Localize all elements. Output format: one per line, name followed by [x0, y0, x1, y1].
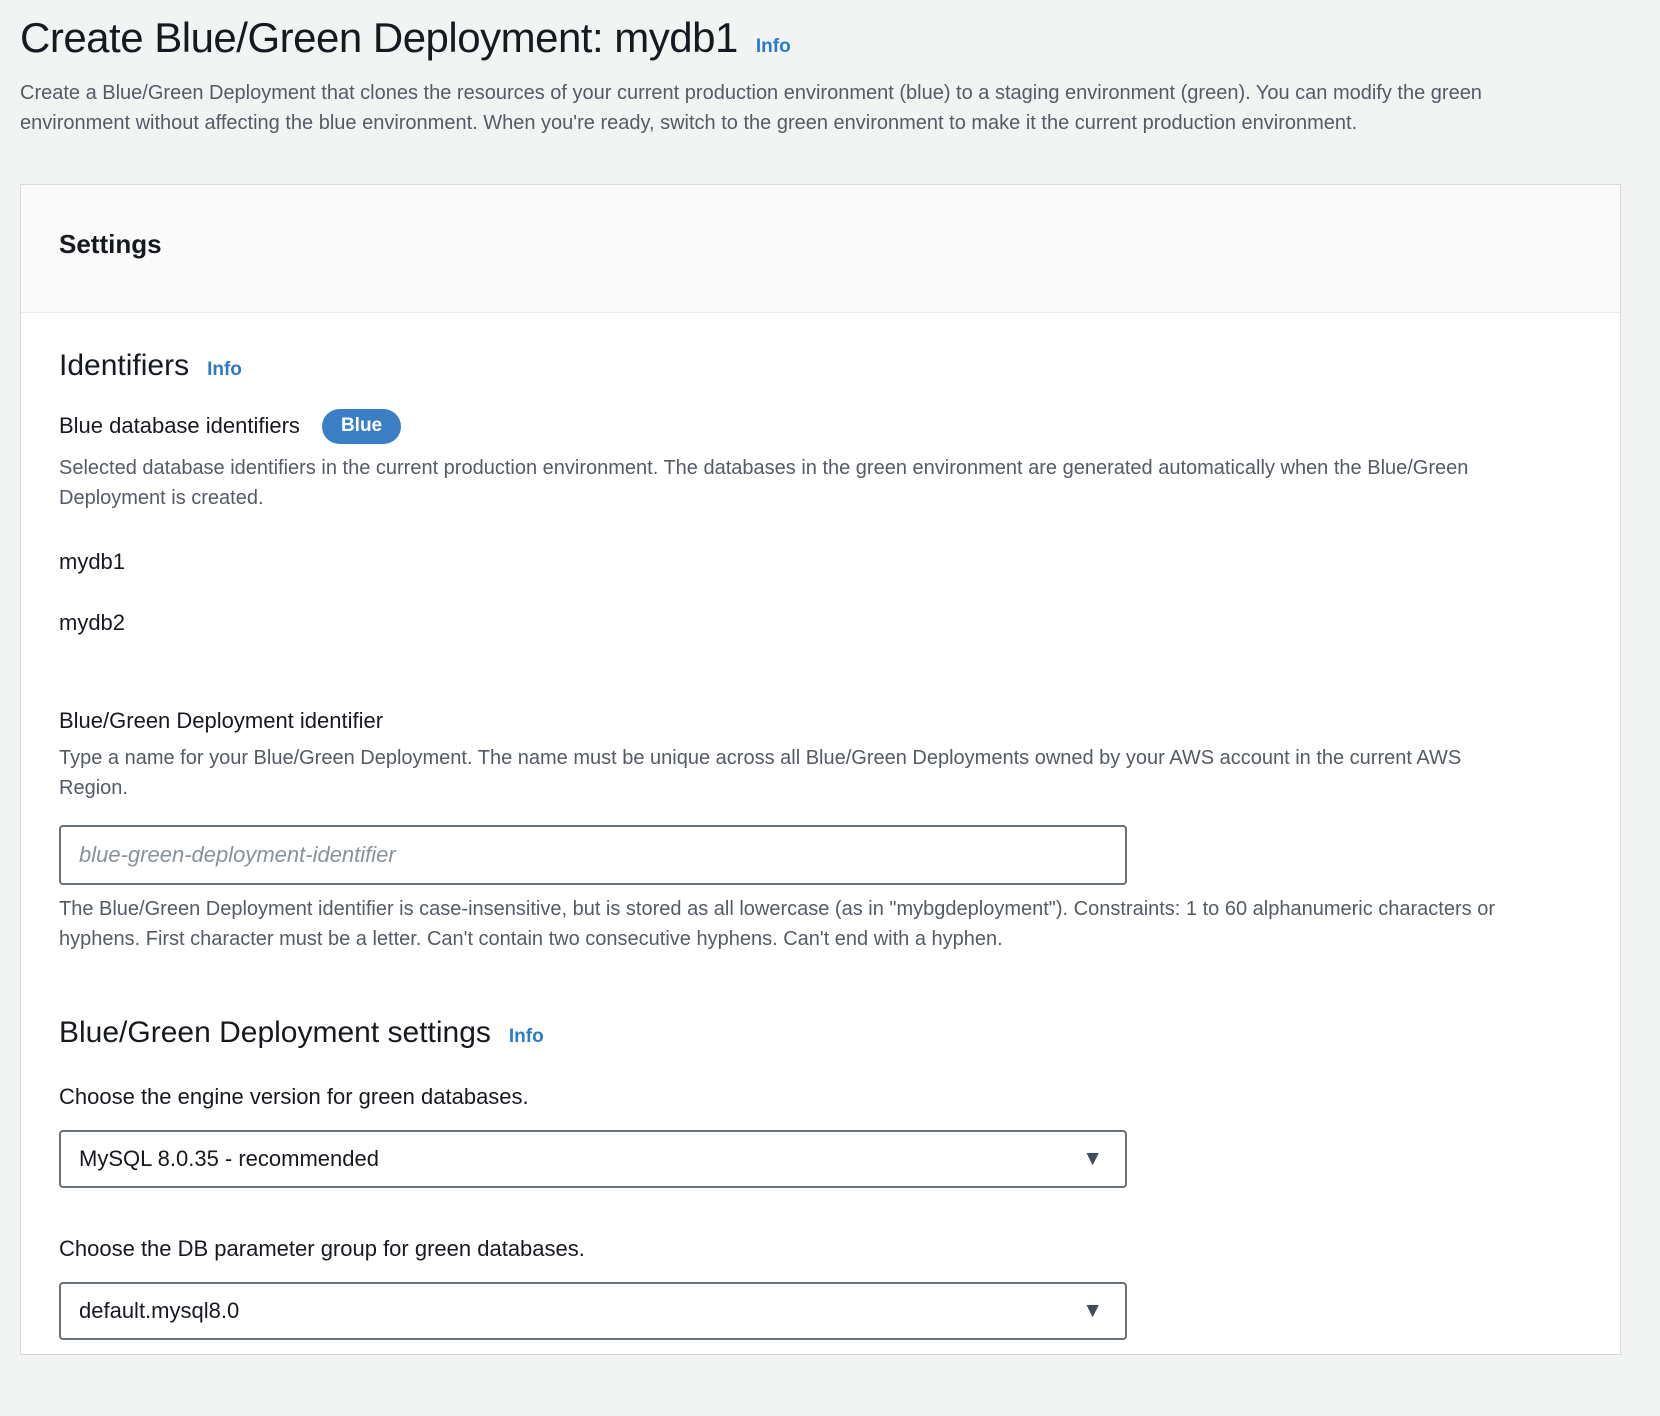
blue-badge: Blue: [322, 409, 401, 444]
bg-deployment-identifier-block: [59, 708, 1580, 954]
blue-db-identifiers-description: Selected database identifiers in the current production environment. The databases in the green environment are generated automatically when the Blue/Green Deployment is created.: [59, 456, 1469, 509]
identifiers-info-link[interactable]: Info: [207, 359, 242, 380]
bg-deployment-identifier-input[interactable]: [59, 825, 1127, 885]
db-identifier-mydb1: mydb1: [59, 548, 126, 574]
page-description: Create a Blue/Green Deployment that clones the resources of your current production environment (blue) to a staging environment (green). You can modify the green environment without affecting the blue environment. When you're ready, switch to the green environment to make it the current production environment.: [20, 82, 1482, 134]
page-title: Create Blue/Green Deployment: mydb1: [20, 14, 738, 61]
identifiers-heading-row: [59, 349, 1580, 383]
bg-deployment-settings-heading: Blue/Green Deployment settings: [59, 1015, 491, 1049]
chevron-down-icon: ▼: [1082, 1299, 1103, 1323]
identifiers-heading: Identifiers: [59, 349, 190, 382]
page-header: [0, 0, 1660, 138]
engine-version-select[interactable]: [59, 1130, 1127, 1188]
bg-deployment-settings-heading-row: [59, 1016, 1580, 1050]
bg-deployment-identifier-label: Blue/Green Deployment identifier: [59, 707, 384, 733]
page-title-row: [20, 14, 1620, 62]
param-group-label: Choose the DB parameter group for green databases.: [59, 1235, 585, 1261]
param-group-selected-value: default.mysql8.0: [79, 1297, 240, 1323]
blue-db-identifiers-row: [59, 409, 1580, 444]
bg-deployment-settings-info-link[interactable]: Info: [508, 1025, 544, 1047]
settings-card-title: Settings: [59, 229, 162, 259]
engine-version-selected-value: MySQL 8.0.35 - recommended: [79, 1145, 379, 1171]
page-title-info-link[interactable]: Info: [755, 36, 791, 57]
engine-version-label: Choose the engine version for green databases.: [59, 1083, 529, 1109]
bg-deployment-settings-section: [59, 1016, 1580, 1340]
settings-card-header: [21, 185, 1620, 313]
db-identifier-mydb2: mydb2: [59, 609, 126, 635]
blue-db-identifiers-label: Blue database identifiers: [59, 413, 300, 439]
param-group-select[interactable]: [59, 1282, 1127, 1340]
settings-card: [20, 184, 1621, 1355]
chevron-down-icon: ▼: [1082, 1147, 1103, 1171]
settings-card-body: [21, 313, 1620, 1340]
bg-deployment-identifier-constraints: The Blue/Green Deployment identifier is case-insensitive, but is stored as all lowercase (as in "mybgdeployment"). Constraints: 1 to 60 alphanumeric characters or hyphens. First character must be a letter. Can't contain two consecutive hyphens. Can't end with a hyphen.: [59, 897, 1495, 950]
bg-deployment-identifier-description: Type a name for your Blue/Green Deployment. The name must be unique across all Blue/Green Deployments owned by your AWS account in the current AWS Region.: [59, 746, 1462, 799]
